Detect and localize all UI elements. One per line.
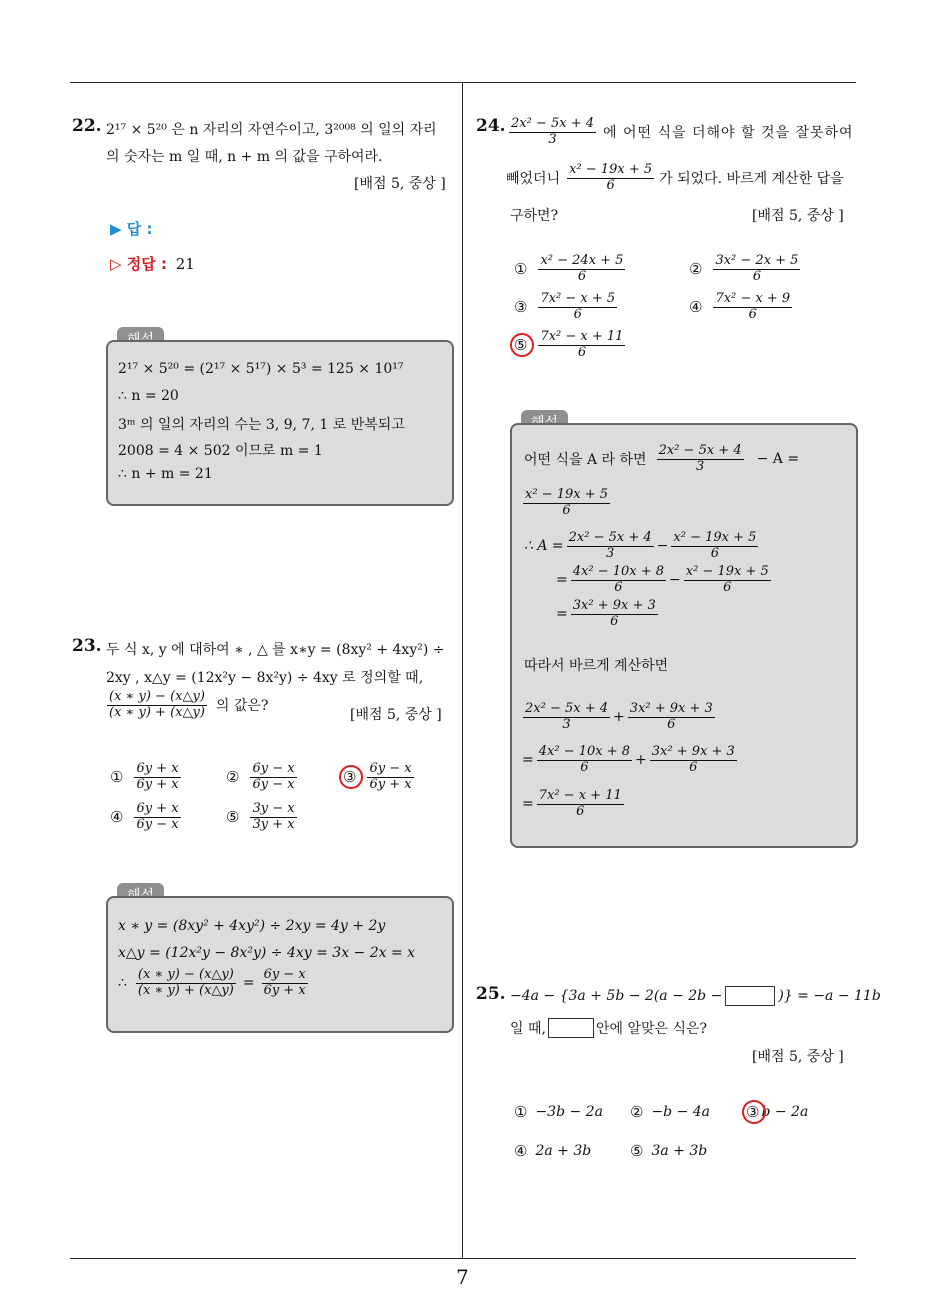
question-text: 안에 알맞은 식은?: [595, 1021, 708, 1037]
page-number: 7: [456, 1265, 469, 1289]
equals-sign: =: [522, 752, 534, 769]
solution-line: [522, 745, 740, 776]
option-2[interactable]: [226, 762, 300, 793]
question-number: 24.: [476, 116, 506, 136]
fraction-denominator: 3y + x: [252, 816, 295, 832]
option-mark: ③: [514, 298, 528, 317]
fraction-denominator: 3: [695, 458, 705, 474]
fraction-denominator: 3: [606, 545, 615, 561]
fraction-denominator: 6: [562, 502, 571, 518]
answer-blank-box: [548, 1018, 594, 1038]
fraction: [684, 565, 771, 596]
option-text: 3a + 3b: [651, 1143, 708, 1159]
therefore-symbol: ∴: [118, 975, 127, 992]
fraction: [657, 444, 744, 475]
correct-value: 21: [175, 255, 195, 273]
question-text-line: [506, 163, 844, 194]
fraction-denominator: 6y − x: [252, 776, 295, 792]
option-mark: ②: [630, 1103, 644, 1121]
solution-line: x ∗ y = (8xy² + 4xy²) ÷ 2xy = 4y + 2y: [118, 918, 386, 934]
option-mark: ④: [110, 808, 124, 827]
score-label: [배점 5, 중상 ]: [354, 176, 446, 192]
option-4[interactable]: [689, 292, 795, 323]
fraction-denominator: 6: [573, 306, 582, 322]
solution-line: 따라서 바르게 계산하면: [524, 658, 669, 674]
option-fraction: [713, 254, 800, 285]
question-text: 가 되었다. 바르게 계산한 답을: [659, 171, 844, 188]
option-mark: ①: [110, 768, 124, 787]
fraction-numerator: 3x² + 9x + 3: [572, 598, 656, 613]
option-2[interactable]: [689, 254, 803, 285]
fraction: [671, 531, 758, 562]
fraction-numerator: x² − 19x + 5: [525, 487, 609, 502]
fraction-numerator: x² − 19x + 5: [673, 530, 757, 545]
fraction-numerator: 4x² − 10x + 8: [572, 564, 665, 579]
fraction-denominator: 6y − x: [136, 816, 179, 832]
option-fraction: [367, 762, 413, 793]
solution-line: x△y = (12x²y − 8x²y) ÷ 4xy = 3x − 2x = x: [118, 945, 416, 961]
fraction-numerator: 6y + x: [136, 761, 179, 776]
fraction-denominator: 6: [580, 759, 589, 775]
fraction: [509, 117, 596, 148]
fraction-denominator: 6: [723, 579, 732, 595]
fraction: [136, 968, 236, 999]
fraction-numerator: 2x² − 5x + 4: [511, 116, 595, 131]
option-mark: ⑤: [630, 1142, 644, 1160]
fraction-denominator: 6: [689, 759, 698, 775]
bottom-rule: [70, 1258, 856, 1259]
option-mark: ①: [514, 260, 528, 279]
question-number: 23.: [72, 636, 102, 656]
fraction-numerator: 3x² − 2x + 5: [715, 253, 799, 268]
fraction: [571, 599, 658, 630]
question-text-line: 2¹⁷ × 5²⁰ 은 n 자리의 자연수이고, 3²⁰⁰⁸ 의 일의 자리: [106, 122, 437, 138]
fraction-denominator: (x ∗ y) + (x△y): [109, 704, 205, 720]
score-label: [배점 5, 중상 ]: [752, 1049, 844, 1065]
fraction-numerator: 2x² − 5x + 4: [568, 530, 652, 545]
operator: −: [669, 572, 681, 589]
fraction-denominator: 6: [667, 716, 676, 732]
fraction-numerator: 7x² − x + 5: [540, 291, 616, 306]
option-mark: ④: [689, 298, 703, 317]
fraction-numerator: 2x² − 5x + 4: [525, 701, 609, 716]
option-mark: ①: [514, 1103, 528, 1121]
option-fraction: [134, 762, 180, 793]
fraction-denominator: (x ∗ y) + (x△y): [137, 982, 234, 998]
fraction-denominator: 6: [748, 306, 757, 322]
fraction-denominator: 6: [610, 613, 619, 629]
question-text-line: 두 식 x, y 에 대하여 ∗ , △ 를 x∗y = (8xy² + 4xy²) ÷: [106, 642, 445, 658]
option-text: 2a + 3b: [535, 1143, 592, 1159]
solution-text: − A =: [756, 451, 800, 468]
solution-line: [556, 599, 661, 630]
fraction-denominator: 6: [577, 268, 587, 284]
fraction-numerator: x² − 19x + 5: [685, 564, 769, 579]
fraction-numerator: 6y − x: [252, 761, 295, 776]
fraction-denominator: 6y + x: [263, 982, 306, 998]
fraction-denominator: 6: [710, 545, 720, 561]
score-label: [배점 5, 중상 ]: [752, 208, 844, 224]
fraction-denominator: 6: [606, 177, 615, 193]
question-text-line: [506, 117, 854, 148]
fraction: [523, 702, 610, 733]
fraction: [107, 690, 207, 721]
fraction: [628, 702, 715, 733]
fraction-numerator: 6y − x: [369, 761, 412, 776]
correct-answer: [110, 253, 195, 274]
question-text-line: 의 숫자는 m 일 때, n + m 의 값을 구하여라.: [106, 149, 383, 165]
fraction-numerator: 2x² − 5x + 4: [658, 443, 742, 458]
fraction-numerator: 3x² + 9x + 3: [651, 744, 735, 759]
option-mark: ⑤: [226, 808, 240, 827]
option-3[interactable]: [343, 762, 417, 793]
question-tail: 의 값은?: [215, 698, 269, 715]
fraction-numerator: 7x² − x + 11: [540, 329, 624, 344]
fraction: [262, 968, 308, 999]
solution-line: 3ᵐ 의 일의 자리의 수는 3, 9, 7, 1 로 반복되고: [118, 417, 405, 433]
option-fraction: [538, 330, 625, 361]
option-3[interactable]: [746, 1103, 808, 1121]
fraction-numerator: 7x² − x + 11: [538, 788, 622, 803]
equation-text: )} = −a − 11b: [778, 988, 881, 1004]
operator: −: [656, 538, 669, 555]
option-5[interactable]: [630, 1142, 707, 1160]
question-text: 에 어떤 식을 더해야 할 것을 잘못하여: [603, 125, 854, 142]
question-text: 빼었더니: [506, 171, 561, 188]
solution-line: [520, 702, 718, 733]
option-fraction: [250, 802, 296, 833]
option-fraction: [713, 292, 792, 323]
solution-line: [118, 968, 311, 999]
question-text-line: 2xy , x△y = (12x²y − 8x²y) ÷ 4xy 로 정의할 때,: [106, 670, 424, 686]
option-text: b − 2a: [761, 1104, 809, 1120]
option-4[interactable]: [110, 802, 184, 833]
option-3[interactable]: [514, 292, 620, 323]
option-4[interactable]: [514, 1142, 591, 1160]
column-divider: [462, 82, 463, 1258]
option-fraction: [134, 802, 180, 833]
option-fraction: [538, 254, 625, 285]
solution-line: ∴ n + m = 21: [118, 466, 213, 482]
top-rule: [70, 82, 856, 83]
question-text-line: [510, 986, 881, 1006]
correct-label: ▷ 정답 :: [110, 255, 167, 273]
answer-blank-box: [725, 986, 775, 1006]
fraction-numerator: (x ∗ y) − (x△y): [109, 689, 205, 704]
fraction-denominator: 6y + x: [136, 776, 179, 792]
solution-line: [522, 789, 627, 820]
question-text-line: [510, 1018, 707, 1038]
solution-line: 2¹⁷ × 5²⁰ = (2¹⁷ × 5¹⁷) × 5³ = 125 × 10¹⁷: [118, 361, 404, 377]
operator: +: [613, 709, 625, 726]
fraction-numerator: 4x² − 10x + 8: [538, 744, 631, 759]
option-1[interactable]: [514, 1103, 603, 1121]
solution-line: [524, 531, 761, 562]
selected-option-mark: ③: [343, 768, 357, 787]
fraction-denominator: 6y + x: [369, 776, 412, 792]
solution-box: [106, 896, 454, 1033]
fraction-denominator: 3: [548, 131, 557, 147]
option-fraction: [538, 292, 617, 323]
solution-text: 어떤 식을 A 라 하면: [524, 452, 647, 469]
fraction-numerator: 6y + x: [136, 801, 179, 816]
score-label: [배점 5, 중상 ]: [350, 707, 442, 723]
option-mark: ④: [514, 1142, 528, 1160]
equals-sign: =: [556, 572, 568, 589]
question-text-line: [104, 690, 268, 721]
equation-text: −4a − {3a + 5b − 2(a − 2b −: [510, 988, 723, 1004]
fraction-denominator: 6: [752, 268, 762, 284]
solution-text: ∴ A =: [524, 538, 564, 555]
answer-label: ▶ 답 :: [110, 220, 153, 238]
equals-sign: =: [556, 606, 568, 623]
equals-sign: =: [522, 796, 534, 813]
solution-line: [524, 444, 846, 475]
fraction-numerator: 6y − x: [263, 967, 306, 982]
question-text-line: 구하면?: [510, 208, 559, 224]
option-1[interactable]: [110, 762, 184, 793]
equals-sign: =: [242, 975, 255, 992]
question-number: 25.: [476, 984, 506, 1004]
operator: +: [635, 752, 647, 769]
fraction: [650, 745, 737, 776]
fraction: [537, 745, 632, 776]
fraction-denominator: 6: [577, 344, 587, 360]
fraction-denominator: 6: [614, 579, 623, 595]
option-mark: ②: [689, 260, 703, 279]
fraction-numerator: (x ∗ y) − (x△y): [137, 967, 234, 982]
fraction: [571, 565, 666, 596]
fraction-numerator: x² − 19x + 5: [569, 162, 653, 177]
option-fraction: [250, 762, 296, 793]
fraction-denominator: 6: [576, 803, 585, 819]
fraction: [537, 789, 624, 820]
question-number: 22.: [72, 116, 102, 136]
fraction-denominator: 3: [562, 716, 571, 732]
fraction-numerator: 3x² + 9x + 3: [629, 701, 713, 716]
option-text: −3b − 2a: [535, 1104, 603, 1120]
selected-option-mark: ⑤: [514, 336, 528, 355]
fraction: [567, 163, 654, 194]
solution-line: ∴ n = 20: [118, 388, 179, 404]
solution-line: 2008 = 4 × 502 이므로 m = 1: [118, 443, 323, 459]
solution-line: [520, 488, 613, 519]
selected-option-mark: ③: [746, 1103, 760, 1121]
fraction: [567, 531, 654, 562]
option-2[interactable]: [630, 1103, 710, 1121]
solution-line: [556, 565, 774, 596]
fraction-numerator: 3y − x: [252, 801, 295, 816]
option-1[interactable]: [514, 254, 628, 285]
question-text: 일 때,: [510, 1021, 546, 1037]
option-5[interactable]: [514, 330, 628, 361]
option-5[interactable]: [226, 802, 300, 833]
fraction: [523, 488, 610, 519]
option-text: −b − 4a: [651, 1104, 711, 1120]
fraction-numerator: x² − 24x + 5: [540, 253, 624, 268]
option-mark: ②: [226, 768, 240, 787]
fraction-numerator: 7x² − x + 9: [715, 291, 791, 306]
